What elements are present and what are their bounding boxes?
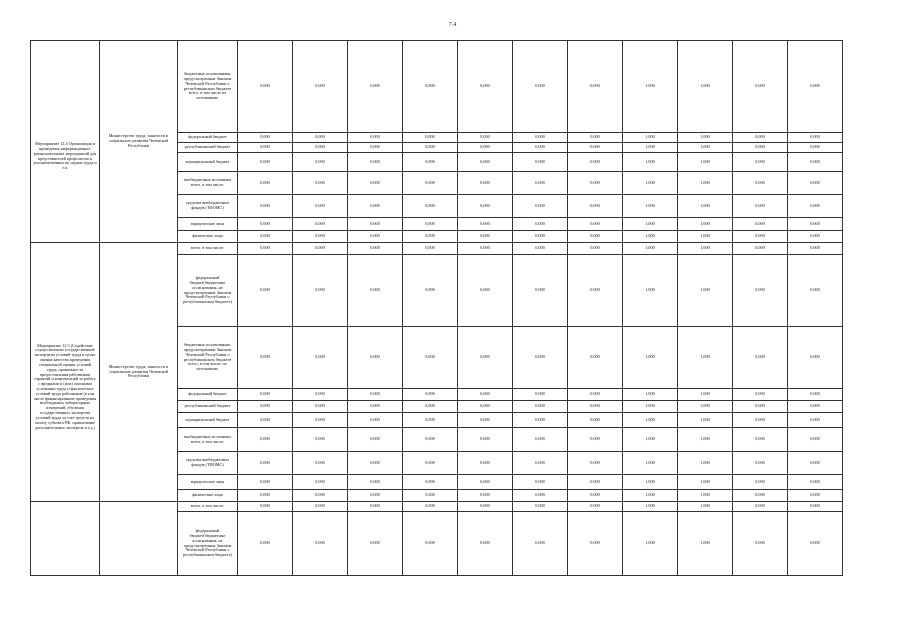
value-cell: 0,000 — [568, 512, 623, 576]
value-cell: 1,000 — [623, 133, 678, 143]
value-cell: 0,000 — [293, 195, 348, 218]
value-cell: 0,000 — [733, 133, 788, 143]
value-cell: 0,000 — [788, 512, 843, 576]
value-cell: 0,000 — [458, 327, 513, 389]
value-cell: 1,000 — [678, 143, 733, 153]
value-cell: 1,000 — [623, 231, 678, 243]
funding-source: федеральный бюджет(бюджетные ассигнования, не предусмотренные Законом Чеченской Республики о республиканском бюджете) — [178, 255, 238, 327]
funding-source: юридические лица — [178, 475, 238, 490]
value-cell: 0,000 — [403, 401, 458, 413]
value-cell: 0,000 — [238, 413, 293, 428]
value-cell: 0,000 — [568, 413, 623, 428]
value-cell: 0,000 — [403, 428, 458, 452]
value-cell: 0,000 — [238, 231, 293, 243]
value-cell: 0,000 — [568, 243, 623, 255]
table-row — [31, 41, 843, 133]
value-cell: 0,000 — [513, 41, 568, 133]
value-cell: 0,000 — [458, 195, 513, 218]
value-cell: 0,000 — [733, 327, 788, 389]
value-cell: 1,000 — [678, 428, 733, 452]
value-cell: 0,000 — [568, 218, 623, 231]
funding-source: республиканский бюджет — [178, 401, 238, 413]
value-cell: 0,000 — [238, 512, 293, 576]
funding-source: юридические лица — [178, 218, 238, 231]
value-cell: 0,000 — [458, 475, 513, 490]
value-cell: 0,000 — [733, 490, 788, 502]
value-cell: 0,000 — [238, 452, 293, 475]
funding-source: всего, в том числе: — [178, 243, 238, 255]
value-cell: 0,000 — [568, 428, 623, 452]
value-cell: 0,000 — [348, 143, 403, 153]
value-cell: 0,000 — [513, 413, 568, 428]
value-cell: 0,000 — [458, 41, 513, 133]
value-cell: 0,000 — [403, 231, 458, 243]
value-cell: 1,000 — [623, 255, 678, 327]
value-cell: 0,000 — [513, 327, 568, 389]
executor-name: Министерство труда, занятости и социального развития Чеченской Республики — [108, 363, 169, 379]
value-cell: 1,000 — [623, 327, 678, 389]
funding-source: физические лица — [178, 490, 238, 502]
value-cell: 0,000 — [788, 195, 843, 218]
page-number: 7.4 — [448, 22, 457, 28]
value-cell: 0,000 — [788, 231, 843, 243]
value-cell: 0,000 — [293, 133, 348, 143]
table-row — [31, 502, 843, 512]
value-cell: 0,000 — [348, 41, 403, 133]
value-cell: 0,000 — [513, 255, 568, 327]
value-cell: 0,000 — [403, 133, 458, 143]
value-cell: 1,000 — [623, 153, 678, 172]
value-cell: 0,000 — [513, 512, 568, 576]
value-cell: 0,000 — [733, 195, 788, 218]
value-cell: 0,000 — [568, 133, 623, 143]
executor-cell — [100, 502, 178, 576]
value-cell: 0,000 — [348, 195, 403, 218]
value-cell: 0,000 — [403, 512, 458, 576]
value-cell: 0,000 — [293, 143, 348, 153]
value-cell: 1,000 — [678, 475, 733, 490]
value-cell: 0,000 — [348, 490, 403, 502]
value-cell: 0,000 — [458, 255, 513, 327]
value-cell: 0,000 — [733, 475, 788, 490]
value-cell: 0,000 — [568, 389, 623, 401]
value-cell: 0,000 — [293, 490, 348, 502]
value-cell: 0,000 — [788, 413, 843, 428]
value-cell: 1,000 — [623, 243, 678, 255]
value-cell: 1,000 — [678, 195, 733, 218]
event-name — [33, 524, 97, 554]
value-cell: 0,000 — [788, 153, 843, 172]
value-cell: 1,000 — [623, 172, 678, 195]
value-cell: 0,000 — [458, 413, 513, 428]
value-cell: 0,000 — [458, 428, 513, 452]
value-cell: 1,000 — [678, 452, 733, 475]
value-cell: 0,000 — [733, 502, 788, 512]
value-cell: 1,000 — [678, 512, 733, 576]
value-cell: 0,000 — [513, 143, 568, 153]
value-cell: 0,000 — [458, 452, 513, 475]
funding-source: физические лица — [178, 231, 238, 243]
value-cell: 0,000 — [513, 231, 568, 243]
funding-source: федеральный бюджет — [178, 133, 238, 143]
value-cell: 0,000 — [458, 143, 513, 153]
value-cell: 1,000 — [623, 401, 678, 413]
value-cell: 0,000 — [238, 327, 293, 389]
value-cell: 1,000 — [623, 475, 678, 490]
value-cell: 0,000 — [733, 143, 788, 153]
value-cell: 0,000 — [788, 172, 843, 195]
value-cell: 1,000 — [678, 243, 733, 255]
value-cell: 1,000 — [678, 231, 733, 243]
value-cell: 0,000 — [238, 389, 293, 401]
value-cell: 1,000 — [623, 502, 678, 512]
value-cell: 0,000 — [568, 490, 623, 502]
value-cell: 0,000 — [568, 195, 623, 218]
value-cell: 0,000 — [568, 143, 623, 153]
value-cell: 0,000 — [348, 475, 403, 490]
value-cell: 0,000 — [293, 41, 348, 133]
table-row — [31, 243, 843, 255]
funding-source: республиканский бюджет — [178, 143, 238, 153]
value-cell: 0,000 — [788, 133, 843, 143]
value-cell: 1,000 — [623, 490, 678, 502]
value-cell: 0,000 — [788, 475, 843, 490]
value-cell: 0,000 — [568, 327, 623, 389]
value-cell: 0,000 — [733, 401, 788, 413]
value-cell: 0,000 — [458, 243, 513, 255]
value-cell: 0,000 — [458, 218, 513, 231]
event-cell — [31, 502, 100, 576]
value-cell: 0,000 — [403, 243, 458, 255]
funding-source: федеральный бюджет — [178, 389, 238, 401]
value-cell: 0,000 — [513, 153, 568, 172]
funding-source: средства внебюджетных фондов (ТФОМС) — [178, 195, 238, 218]
value-cell: 0,000 — [788, 218, 843, 231]
value-cell: 0,000 — [403, 153, 458, 172]
value-cell: 0,000 — [513, 452, 568, 475]
value-cell: 0,000 — [458, 231, 513, 243]
value-cell: 0,000 — [403, 218, 458, 231]
funding-source: федеральный бюджет(бюджетные ассигнования, не предусмотренные Законом Чеченской Республики о республиканском бюджете) — [178, 512, 238, 576]
value-cell: 0,000 — [513, 428, 568, 452]
event-name: Мероприятие 12.5 (Содействие осуществлению государственной экспертизы условий труда в целях оценки качества проведения специальной оценки условий труда, правильности предоставления работникам гарантий и компенсаций за работу с вредными и (или) опасными условиями труда и фактических условий труда работников (в том числе финансирование проведения необходимых лабораторных измерений, обучения государственных экспертов) условий труда за счет средств на оплату субъекта РФ, привлечение дополнительных экспертов и т.д.) — [33, 342, 97, 430]
funding-source: всего, в том числе: — [178, 502, 238, 512]
value-cell: 0,000 — [293, 153, 348, 172]
value-cell: 0,000 — [458, 389, 513, 401]
value-cell: 0,000 — [348, 512, 403, 576]
value-cell: 0,000 — [293, 218, 348, 231]
funding-source: муниципальный бюджет — [178, 153, 238, 172]
value-cell: 1,000 — [623, 452, 678, 475]
value-cell: 0,000 — [238, 218, 293, 231]
value-cell: 0,000 — [238, 172, 293, 195]
value-cell: 0,000 — [458, 153, 513, 172]
value-cell: 0,000 — [788, 143, 843, 153]
value-cell: 0,000 — [458, 133, 513, 143]
value-cell: 0,000 — [458, 401, 513, 413]
value-cell: 0,000 — [293, 428, 348, 452]
value-cell: 0,000 — [293, 452, 348, 475]
value-cell: 1,000 — [678, 490, 733, 502]
value-cell: 0,000 — [348, 153, 403, 172]
value-cell: 0,000 — [293, 475, 348, 490]
value-cell: 0,000 — [733, 512, 788, 576]
value-cell: 0,000 — [733, 389, 788, 401]
value-cell: 0,000 — [403, 255, 458, 327]
value-cell: 0,000 — [238, 143, 293, 153]
value-cell: 0,000 — [403, 502, 458, 512]
value-cell: 0,000 — [238, 401, 293, 413]
value-cell: 0,000 — [348, 401, 403, 413]
value-cell: 0,000 — [513, 172, 568, 195]
value-cell: 0,000 — [788, 389, 843, 401]
value-cell: 0,000 — [348, 389, 403, 401]
event-cell — [31, 41, 100, 243]
value-cell: 1,000 — [623, 218, 678, 231]
value-cell: 0,000 — [348, 413, 403, 428]
value-cell: 0,000 — [238, 41, 293, 133]
value-cell: 0,000 — [293, 172, 348, 195]
value-cell: 0,000 — [238, 255, 293, 327]
value-cell: 0,000 — [513, 490, 568, 502]
value-cell: 0,000 — [348, 452, 403, 475]
value-cell: 0,000 — [733, 218, 788, 231]
value-cell: 0,000 — [513, 195, 568, 218]
value-cell: 1,000 — [623, 413, 678, 428]
value-cell: 0,000 — [403, 41, 458, 133]
value-cell: 1,000 — [678, 413, 733, 428]
value-cell: 0,000 — [238, 490, 293, 502]
value-cell: 0,000 — [513, 502, 568, 512]
value-cell: 0,000 — [568, 401, 623, 413]
value-cell: 1,000 — [678, 153, 733, 172]
value-cell: 0,000 — [568, 255, 623, 327]
value-cell: 0,000 — [348, 218, 403, 231]
value-cell: 0,000 — [238, 475, 293, 490]
value-cell: 0,000 — [733, 231, 788, 243]
value-cell: 0,000 — [293, 327, 348, 389]
funding-source: муниципальный бюджет — [178, 413, 238, 428]
value-cell: 0,000 — [733, 255, 788, 327]
executor-cell — [100, 243, 178, 502]
value-cell: 0,000 — [403, 195, 458, 218]
value-cell: 0,000 — [403, 172, 458, 195]
value-cell: 1,000 — [678, 41, 733, 133]
value-cell: 0,000 — [513, 218, 568, 231]
funding-source: внебюджетные источники всего, в том числе: — [178, 172, 238, 195]
value-cell: 0,000 — [293, 413, 348, 428]
value-cell: 0,000 — [348, 327, 403, 389]
value-cell: 0,000 — [568, 452, 623, 475]
value-cell: 0,000 — [293, 243, 348, 255]
funding-source: внебюджетные источники всего, в том числе: — [178, 428, 238, 452]
value-cell: 0,000 — [293, 502, 348, 512]
value-cell: 1,000 — [678, 133, 733, 143]
value-cell: 0,000 — [238, 153, 293, 172]
value-cell: 1,000 — [623, 428, 678, 452]
value-cell: 0,000 — [513, 475, 568, 490]
value-cell: 1,000 — [623, 195, 678, 218]
value-cell: 0,000 — [238, 133, 293, 143]
value-cell: 0,000 — [568, 231, 623, 243]
value-cell: 1,000 — [678, 172, 733, 195]
funding-source: средства внебюджетных фондов (ТФОМС) — [178, 452, 238, 475]
value-cell: 0,000 — [403, 389, 458, 401]
value-cell: 0,000 — [733, 428, 788, 452]
value-cell: 0,000 — [513, 389, 568, 401]
value-cell: 0,000 — [568, 502, 623, 512]
value-cell: 0,000 — [733, 452, 788, 475]
value-cell: 0,000 — [238, 428, 293, 452]
value-cell: 0,000 — [348, 231, 403, 243]
table-body — [31, 41, 843, 576]
value-cell: 0,000 — [568, 41, 623, 133]
value-cell: 0,000 — [513, 243, 568, 255]
value-cell: 0,000 — [788, 502, 843, 512]
financing-table — [30, 40, 843, 576]
value-cell: 0,000 — [348, 133, 403, 143]
value-cell: 0,000 — [293, 231, 348, 243]
value-cell: 1,000 — [678, 502, 733, 512]
value-cell: 0,000 — [403, 475, 458, 490]
value-cell: 0,000 — [348, 243, 403, 255]
value-cell: 0,000 — [458, 512, 513, 576]
value-cell: 0,000 — [293, 255, 348, 327]
value-cell: 0,000 — [568, 475, 623, 490]
value-cell: 0,000 — [238, 195, 293, 218]
funding-source: бюджетные ассигнования, предусмотренные Законом Чеченской Республики о республиканском бюджете всего, в том числе по источникам: — [178, 41, 238, 133]
funding-source: бюджетные ассигнования, предусмотренные Законом Чеченской Республики о республиканском бюджете всего, в том числе, по источникам: — [178, 327, 238, 389]
value-cell: 0,000 — [458, 172, 513, 195]
value-cell: 0,000 — [458, 502, 513, 512]
value-cell: 0,000 — [733, 41, 788, 133]
value-cell: 0,000 — [403, 490, 458, 502]
value-cell: 0,000 — [238, 502, 293, 512]
value-cell: 0,000 — [788, 490, 843, 502]
value-cell: 0,000 — [788, 255, 843, 327]
value-cell: 0,000 — [788, 243, 843, 255]
event-cell — [31, 243, 100, 502]
value-cell: 0,000 — [293, 401, 348, 413]
value-cell: 1,000 — [678, 389, 733, 401]
value-cell: 0,000 — [403, 413, 458, 428]
value-cell: 0,000 — [348, 172, 403, 195]
value-cell: 0,000 — [403, 452, 458, 475]
value-cell: 0,000 — [348, 428, 403, 452]
value-cell: 1,000 — [623, 512, 678, 576]
executor-cell — [100, 41, 178, 243]
value-cell: 0,000 — [293, 512, 348, 576]
value-cell: 0,000 — [568, 172, 623, 195]
value-cell: 0,000 — [513, 401, 568, 413]
value-cell: 0,000 — [348, 255, 403, 327]
value-cell: 0,000 — [568, 153, 623, 172]
value-cell: 1,000 — [623, 41, 678, 133]
value-cell: 1,000 — [623, 143, 678, 153]
value-cell: 0,000 — [788, 41, 843, 133]
value-cell: 0,000 — [788, 428, 843, 452]
value-cell: 0,000 — [238, 243, 293, 255]
executor-name: Министерство труда, занятости и социального развития Чеченской Республики — [108, 133, 169, 148]
value-cell: 0,000 — [348, 502, 403, 512]
value-cell: 0,000 — [788, 401, 843, 413]
value-cell: 1,000 — [678, 255, 733, 327]
value-cell: 0,000 — [403, 143, 458, 153]
value-cell: 0,000 — [733, 413, 788, 428]
value-cell: 0,000 — [788, 327, 843, 389]
value-cell: 1,000 — [623, 389, 678, 401]
value-cell: 0,000 — [403, 327, 458, 389]
value-cell: 0,000 — [733, 243, 788, 255]
value-cell: 0,000 — [733, 153, 788, 172]
value-cell: 1,000 — [678, 218, 733, 231]
value-cell: 0,000 — [458, 490, 513, 502]
value-cell: 0,000 — [788, 452, 843, 475]
value-cell: 1,000 — [678, 401, 733, 413]
value-cell: 0,000 — [733, 172, 788, 195]
value-cell: 0,000 — [513, 133, 568, 143]
value-cell: 0,000 — [293, 389, 348, 401]
event-name: Мероприятие 12.4 Организация и проведение информационно-разъяснительных мероприятий для представителей профсоюзов и уполномоченных по охране труда и т.п. — [33, 141, 97, 171]
value-cell: 1,000 — [678, 327, 733, 389]
